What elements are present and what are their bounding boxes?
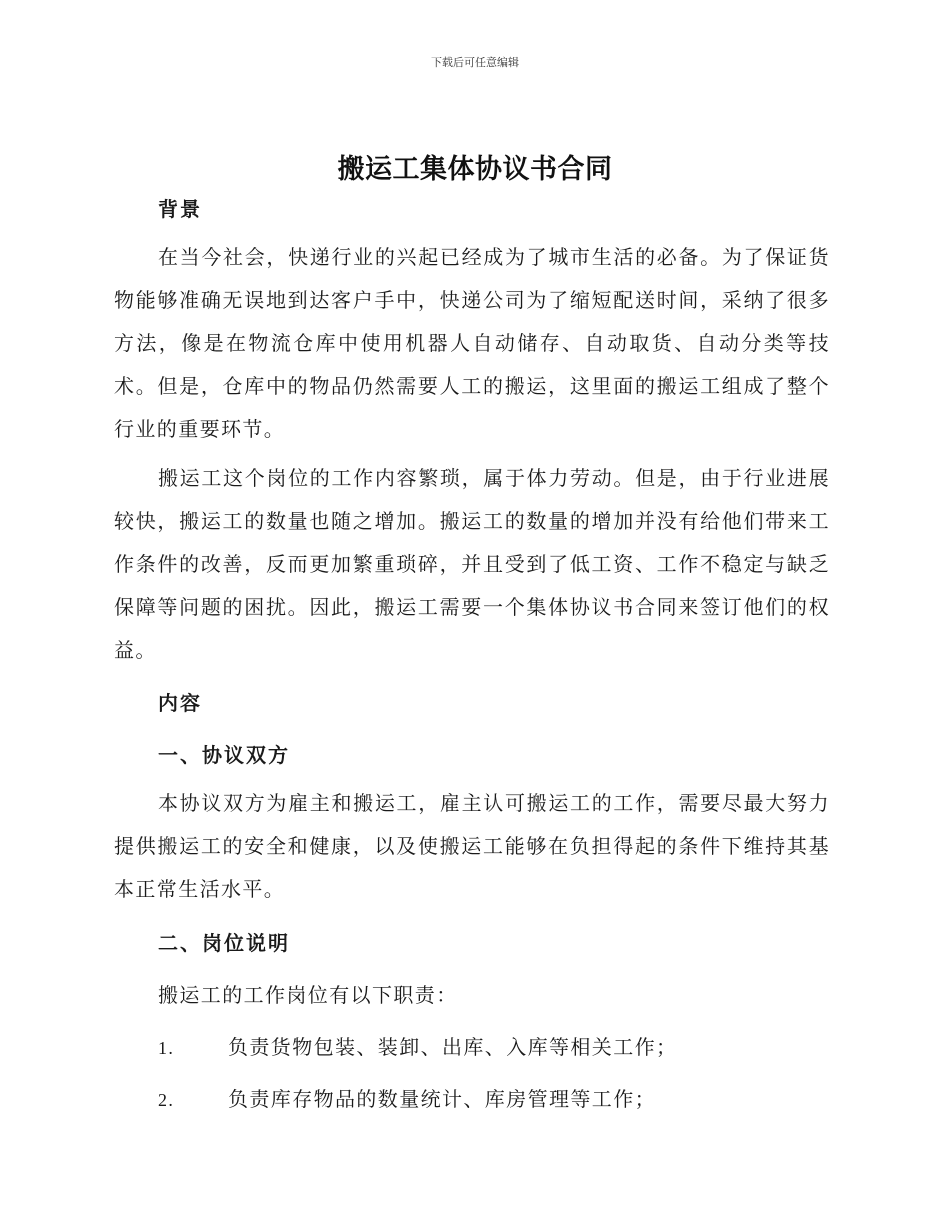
section-2-heading: 二、岗位说明	[158, 931, 290, 955]
background-heading: 背景	[158, 197, 202, 221]
background-paragraph-2	[114, 457, 830, 672]
list-text: 负责库存物品的数量统计、库房管理等工作；	[228, 1087, 656, 1111]
section-1-heading: 一、协议双方	[158, 743, 290, 767]
document-title: 搬运工集体协议书合同	[337, 154, 613, 185]
list-number: 1.	[158, 1038, 175, 1058]
header-note: 下载后可任意编辑	[431, 56, 519, 69]
section-1-paragraph	[114, 782, 830, 911]
background-paragraph-1	[114, 236, 830, 451]
content-heading: 内容	[158, 691, 202, 715]
list-number: 2.	[158, 1090, 175, 1110]
list-text: 负责货物包装、装卸、出库、入库等相关工作；	[228, 1035, 678, 1059]
section-2-intro: 搬运工的工作岗位有以下职责：	[158, 983, 458, 1007]
duty-item-1	[158, 1031, 677, 1060]
paragraph-text: 本协议双方为雇主和搬运工，雇主认可搬运工的工作，需要尽最大努力提供搬运工的安全和健康，以及使搬运工能够在负担得起的条件下维持其基本正常生活水平。	[114, 791, 830, 901]
paragraph-text: 在当今社会，快递行业的兴起已经成为了城市生活的必备。为了保证货物能够准确无误地到达客户手中，快递公司为了缩短配送时间，采纳了很多方法，像是在物流仓库中使用机器人自动储存、自动取货、自动分类等技术。但是，仓库中的物品仍然需要人工的搬运，这里面的搬运工组成了整个行业的重要环节。	[114, 245, 830, 441]
duty-item-2	[158, 1083, 656, 1112]
paragraph-text: 搬运工这个岗位的工作内容繁琐，属于体力劳动。但是，由于行业进展较快，搬运工的数量也随之增加。搬运工的数量的增加并没有给他们带来工作条件的改善，反而更加繁重琐碎，并且受到了低工资、工作不稳定与缺乏保障等问题的困扰。因此，搬运工需要一个集体协议书合同来签订他们的权益。	[114, 466, 830, 662]
